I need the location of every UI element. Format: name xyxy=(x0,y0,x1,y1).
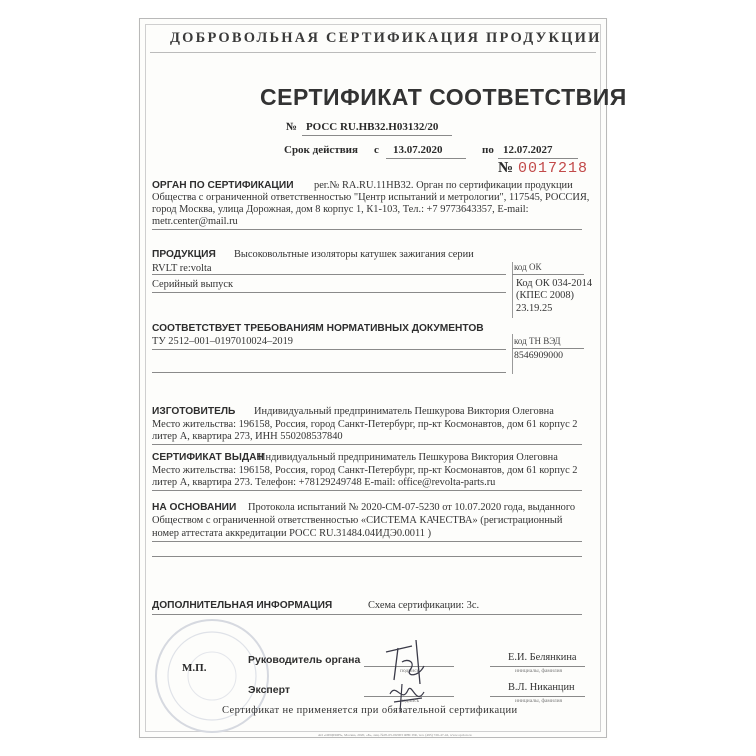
print-mark: АО «ОПЦИОН», Москва, 2020, «Б», лиц. №05-05-09/003 ФНС РФ, тел. (495) 726-47-42, www.opcion.ru xyxy=(318,733,472,737)
cert-body-line: metr.center@mail.ru xyxy=(152,216,238,227)
footer-note: Сертификат не применяется при обязательной сертификации xyxy=(222,705,518,716)
expert-name-caption: инициалы, фамилия xyxy=(515,698,563,704)
issued-to-label: СЕРТИФИКАТ ВЫДАН xyxy=(152,452,264,463)
expert-label: Эксперт xyxy=(248,684,291,696)
code-divider xyxy=(512,262,513,318)
to-underline xyxy=(498,158,578,159)
conforms-underline xyxy=(152,349,506,350)
product-line: Серийный выпуск xyxy=(152,279,233,290)
head-signature-caption: подпись xyxy=(400,668,420,674)
manufacturer-line: Место жительства: 196158, Россия, город Санкт-Петербург, пр-кт Космонавтов, дом 61 корпус 2 xyxy=(152,419,578,430)
product-line: RVLT re:volta xyxy=(152,263,212,274)
cert-body-underline xyxy=(152,229,582,230)
additional-info-label: ДОПОЛНИТЕЛЬНАЯ ИНФОРМАЦИЯ xyxy=(152,600,333,611)
from-underline xyxy=(386,158,466,159)
certification-scheme: Схема сертификации: 3с. xyxy=(368,600,480,611)
number-prefix: № xyxy=(286,121,298,133)
certificate-title: СЕРТИФИКАТ СООТВЕТСТВИЯ xyxy=(260,84,627,110)
product-label: ПРОДУКЦИЯ xyxy=(152,249,216,260)
product-underline xyxy=(152,292,506,293)
code-ok-line: Код ОК 034-2014 xyxy=(516,278,593,289)
cert-body-line: Общества с ограниченной ответственностью "Центр испытаний и метрологии", 117545, РОССИЯ, xyxy=(152,192,590,203)
issued-to-underline xyxy=(152,490,582,491)
expert-name: В.Л. Никанцин xyxy=(508,682,575,693)
validity-from-word: с xyxy=(374,144,379,156)
validity-from-date: 13.07.2020 xyxy=(393,144,443,156)
basis-label: НА ОСНОВАНИИ xyxy=(152,502,237,513)
blank-serial-number: 0017218 xyxy=(518,160,589,177)
product-line: Высоковольтные изоляторы катушек зажигания серии xyxy=(234,249,474,260)
expert-name-line xyxy=(490,696,585,697)
manufacturer-underline xyxy=(152,444,582,445)
product-underline xyxy=(152,274,506,275)
manufacturer-line: Индивидуальный предприниматель Пешкурова Виктория Олеговна xyxy=(254,406,554,417)
code-tn-value: 8546909000 xyxy=(514,350,563,361)
handwritten-signatures xyxy=(372,632,442,716)
manufacturer-line: литер А, квартира 273, ИНН 550208537840 xyxy=(152,431,343,442)
cert-body-label: ОРГАН ПО СЕРТИФИКАЦИИ xyxy=(152,180,294,191)
basis-line: номер аттестата аккредитации РОСС RU.31484.04ИДЭ0.0011 ) xyxy=(152,528,432,539)
head-name-caption: инициалы, фамилия xyxy=(515,668,563,674)
basis-line: Протокола испытаний № 2020-СМ-07-5230 от 10.07.2020 года, выданного xyxy=(248,502,576,513)
basis-underline xyxy=(152,541,582,542)
official-seal xyxy=(148,610,278,740)
cert-body-line: рег.№ RA.RU.11НВ32. Орган по сертификации продукции xyxy=(314,180,573,191)
code-tn-label: код ТН ВЭД xyxy=(514,336,561,346)
head-name-line xyxy=(490,666,585,667)
validity-to-word: по xyxy=(482,144,494,156)
code-ok-line: (КПЕС 2008) xyxy=(516,290,575,301)
standard-document: ТУ 2512–001–0197010024–2019 xyxy=(152,336,293,347)
basis-line: Обществом с ограниченной ответственностью «СИСТЕМА КАЧЕСТВА» (регистрационный xyxy=(152,515,563,526)
blank-number-prefix: № xyxy=(498,160,514,176)
number-underline xyxy=(302,135,452,136)
conforms-underline xyxy=(152,372,506,373)
head-label: Руководитель органа xyxy=(248,654,361,666)
cert-body-line: город Москва, улица Дорожная, дом 8 корпус 1, К1-103, Тел.: +7 9773643357, E-mail: xyxy=(152,204,529,215)
code-tn-divider xyxy=(512,334,513,374)
issued-to-line: Место жительства: 196158, Россия, город Санкт-Петербург, пр-кт Космонавтов, дом 61 корпус 2 xyxy=(152,465,578,476)
code-ok-divider xyxy=(512,274,584,275)
head-name: Е.И. Белянкина xyxy=(508,652,577,663)
validity-to-date: 12.07.2027 xyxy=(503,144,553,156)
stamp-place-label: М.П. xyxy=(182,662,207,674)
code-tn-line xyxy=(512,348,584,349)
certification-header: ДОБРОВОЛЬНАЯ СЕРТИФИКАЦИЯ ПРОДУКЦИИ xyxy=(170,30,602,46)
code-ok-label: код ОК xyxy=(514,262,542,272)
expert-signature-caption: подпись xyxy=(400,698,420,704)
issued-to-line: Индивидуальный предприниматель Пешкурова Виктория Олеговна xyxy=(258,452,558,463)
basis-underline xyxy=(152,556,582,557)
manufacturer-label: ИЗГОТОВИТЕЛЬ xyxy=(152,406,236,417)
validity-label: Срок действия xyxy=(284,144,358,156)
certificate-number: РОСС RU.НВ32.Н03132/20 xyxy=(306,121,439,133)
conforms-label: СООТВЕТСТВУЕТ ТРЕБОВАНИЯМ НОРМАТИВНЫХ ДОКУМЕНТОВ xyxy=(152,323,484,334)
issued-to-line: литер А, квартира 273. Телефон: +78129249748 E-mail: office@revolta-parts.ru xyxy=(152,477,496,488)
header-divider xyxy=(150,52,596,53)
code-ok-line: 23.19.25 xyxy=(516,303,553,314)
